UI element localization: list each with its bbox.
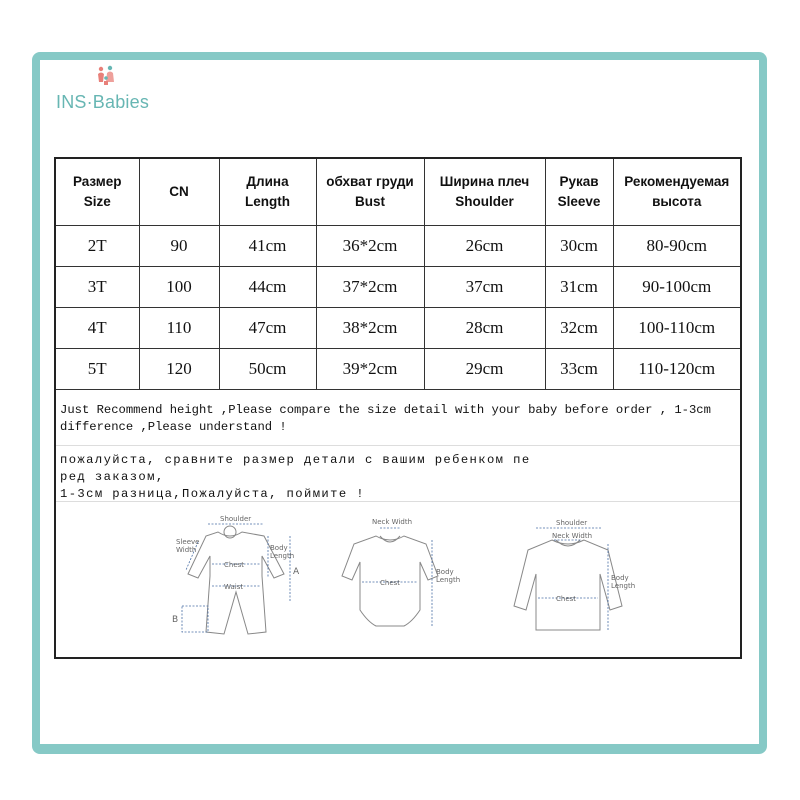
note-line: пожалуйста, сравните размер детали с вашим ребенком пе bbox=[60, 453, 531, 467]
note-line: ред заказом, bbox=[60, 470, 165, 484]
table-body bbox=[56, 226, 740, 390]
diagram-label: Length bbox=[270, 552, 295, 560]
table-cell: 44cm bbox=[219, 267, 316, 308]
table-cell: 2T bbox=[56, 226, 139, 267]
table-cell: 110-120cm bbox=[613, 349, 740, 390]
column-header-text: CN bbox=[169, 184, 189, 199]
column-header-text: Shoulder bbox=[455, 194, 514, 209]
table-cell: 100-110cm bbox=[613, 308, 740, 349]
table-cell: 5T bbox=[56, 349, 139, 390]
diagram-label: Chest bbox=[224, 561, 245, 569]
table-row bbox=[56, 308, 740, 349]
header-row bbox=[56, 159, 740, 226]
table-cell: 32cm bbox=[545, 308, 613, 349]
table-cell: 37*2cm bbox=[316, 267, 424, 308]
diagram-label: Shoulder bbox=[220, 515, 252, 523]
table-row bbox=[56, 267, 740, 308]
note-line: difference ,Please understand ! bbox=[60, 420, 287, 434]
table-row bbox=[56, 349, 740, 390]
note-russian bbox=[56, 446, 740, 502]
column-header bbox=[316, 159, 424, 226]
shirt-diagram bbox=[496, 514, 646, 644]
table-cell: 26cm bbox=[424, 226, 545, 267]
diagram-label: Chest bbox=[556, 595, 577, 603]
column-header-text: Длина bbox=[246, 174, 289, 189]
column-header bbox=[56, 159, 139, 226]
column-header-text: Bust bbox=[355, 194, 385, 209]
diagram-label: Width bbox=[176, 546, 197, 554]
table-cell: 37cm bbox=[424, 267, 545, 308]
column-header bbox=[219, 159, 316, 226]
table-cell: 28cm bbox=[424, 308, 545, 349]
column-header bbox=[139, 159, 219, 226]
diagram-label: Body bbox=[436, 568, 454, 576]
table-cell: 30cm bbox=[545, 226, 613, 267]
table-cell: 3T bbox=[56, 267, 139, 308]
diagram-label: Body bbox=[270, 544, 288, 552]
brand-name: INS·Babies bbox=[56, 92, 150, 112]
column-header-text: Sleeve bbox=[557, 194, 601, 209]
column-header-text: высота bbox=[652, 194, 702, 209]
table-cell: 39*2cm bbox=[316, 349, 424, 390]
table-cell: 100 bbox=[139, 267, 219, 308]
table-cell: 50cm bbox=[219, 349, 316, 390]
diagram-label: Sleeve bbox=[176, 538, 200, 546]
column-header-text: Рукав bbox=[559, 174, 599, 189]
romper-diagram bbox=[168, 514, 308, 644]
column-header-text: Size bbox=[83, 194, 111, 209]
table-cell: 110 bbox=[139, 308, 219, 349]
column-header-text: Рекомендуемая bbox=[624, 174, 730, 189]
column-header-text: Размер bbox=[72, 174, 122, 189]
note-line: Just Recommend height ,Please compare the size detail with your baby before order , 1-3cm bbox=[60, 403, 711, 417]
diagram-label: Body bbox=[611, 574, 629, 582]
table-cell: 38*2cm bbox=[316, 308, 424, 349]
table-cell: 90-100cm bbox=[613, 267, 740, 308]
column-header bbox=[424, 159, 545, 226]
column-header bbox=[545, 159, 613, 226]
table-cell: 36*2cm bbox=[316, 226, 424, 267]
diagram-label: Length bbox=[436, 576, 461, 584]
column-header bbox=[613, 159, 740, 226]
size-table bbox=[56, 159, 740, 390]
diagram-label: B bbox=[172, 615, 179, 625]
table-row bbox=[56, 226, 740, 267]
table-cell: 47cm bbox=[219, 308, 316, 349]
bodysuit-diagram bbox=[332, 514, 472, 644]
brand-logo bbox=[56, 64, 166, 116]
column-header-text: обхват груди bbox=[326, 174, 414, 189]
table-cell: 90 bbox=[139, 226, 219, 267]
table-cell: 120 bbox=[139, 349, 219, 390]
table-cell: 4T bbox=[56, 308, 139, 349]
table-cell: 31cm bbox=[545, 267, 613, 308]
diagram-label: Shoulder bbox=[556, 519, 588, 527]
note-line: 1-3см разница,Пожалуйста, поймите ! bbox=[60, 487, 365, 501]
table-cell: 29cm bbox=[424, 349, 545, 390]
table-cell: 33cm bbox=[545, 349, 613, 390]
table-cell: 80-90cm bbox=[613, 226, 740, 267]
diagram-label: Waist bbox=[224, 583, 244, 591]
column-header-text: Length bbox=[245, 194, 290, 209]
table-cell: 41cm bbox=[219, 226, 316, 267]
family-icon bbox=[94, 64, 118, 88]
column-header-text: Ширина плеч bbox=[439, 174, 530, 189]
measurement-diagrams bbox=[156, 514, 656, 644]
size-chart bbox=[54, 157, 742, 659]
diagram-label: Chest bbox=[380, 579, 401, 587]
diagram-label: A bbox=[293, 567, 300, 577]
diagram-label: Neck Width bbox=[372, 518, 413, 526]
diagram-label: Neck Width bbox=[552, 532, 593, 540]
note-english bbox=[56, 390, 740, 446]
diagram-label: Length bbox=[611, 582, 636, 590]
